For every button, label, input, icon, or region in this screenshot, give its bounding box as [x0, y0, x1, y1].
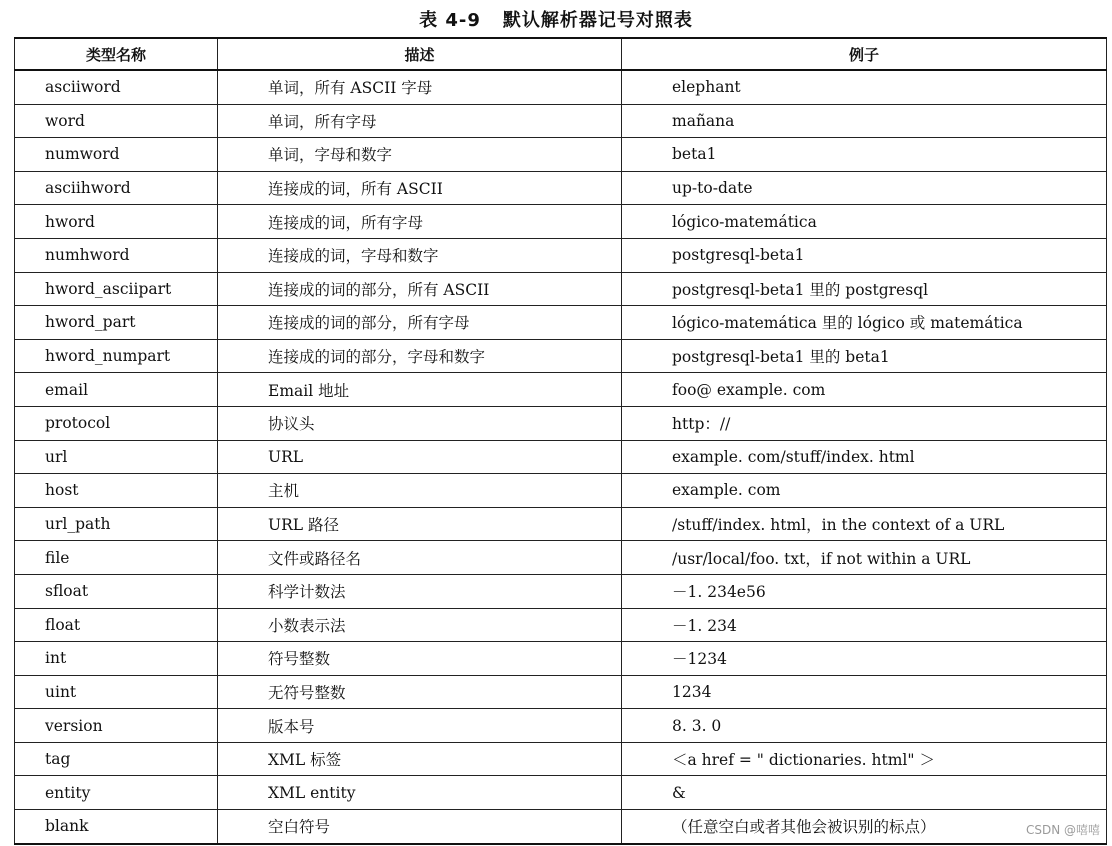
- table-row: [15, 742, 1107, 776]
- description-cell: 文件或路径名: [218, 541, 622, 575]
- table-row: [15, 373, 1107, 407]
- example-cell: /usr/local/foo. txt，if not within a URL: [622, 541, 1107, 575]
- type-name-cell: hword: [15, 205, 218, 239]
- header-description: 描述: [218, 38, 622, 70]
- table-row: [15, 406, 1107, 440]
- header-row: [15, 38, 1107, 70]
- table-row: [15, 306, 1107, 340]
- example-cell: postgresql-beta1 里的 beta1: [622, 339, 1107, 373]
- description-cell: XML 标签: [218, 742, 622, 776]
- example-cell: &: [622, 776, 1107, 810]
- type-name-cell: asciiword: [15, 70, 218, 104]
- example-cell: example. com/stuff/index. html: [622, 440, 1107, 474]
- type-name-cell: hword_asciipart: [15, 272, 218, 306]
- header-type-name: 类型名称: [15, 38, 218, 70]
- example-cell: foo@ example. com: [622, 373, 1107, 407]
- table-row: [15, 709, 1107, 743]
- type-name-cell: hword_numpart: [15, 339, 218, 373]
- example-cell: up-to-date: [622, 171, 1107, 205]
- type-name-cell: word: [15, 104, 218, 138]
- description-cell: 主机: [218, 474, 622, 508]
- example-cell: lógico-matemática: [622, 205, 1107, 239]
- table-row: [15, 574, 1107, 608]
- description-cell: 单词，字母和数字: [218, 138, 622, 172]
- example-cell: example. com: [622, 474, 1107, 508]
- example-cell: postgresql-beta1 里的 postgresql: [622, 272, 1107, 306]
- table-row: [15, 339, 1107, 373]
- description-cell: Email 地址: [218, 373, 622, 407]
- type-name-cell: int: [15, 642, 218, 676]
- example-cell: 8. 3. 0: [622, 709, 1107, 743]
- description-cell: 版本号: [218, 709, 622, 743]
- example-cell: beta1: [622, 138, 1107, 172]
- description-cell: 小数表示法: [218, 608, 622, 642]
- token-types-table: [14, 37, 1107, 845]
- table-row: [15, 474, 1107, 508]
- table-row: [15, 138, 1107, 172]
- description-cell: XML entity: [218, 776, 622, 810]
- description-cell: 连接成的词的部分，所有 ASCII: [218, 272, 622, 306]
- example-cell: －1234: [622, 642, 1107, 676]
- table-row: [15, 541, 1107, 575]
- example-cell: elephant: [622, 70, 1107, 104]
- table-row: [15, 440, 1107, 474]
- table-row: [15, 171, 1107, 205]
- table-title: 默认解析器记号对照表: [502, 10, 693, 31]
- type-name-cell: sfloat: [15, 574, 218, 608]
- description-cell: URL 路径: [218, 507, 622, 541]
- description-cell: URL: [218, 440, 622, 474]
- description-cell: 连接成的词的部分，所有字母: [218, 306, 622, 340]
- type-name-cell: numhword: [15, 238, 218, 272]
- example-cell: －1. 234: [622, 608, 1107, 642]
- header-example: 例子: [622, 38, 1107, 70]
- description-cell: 单词，所有字母: [218, 104, 622, 138]
- description-cell: 符号整数: [218, 642, 622, 676]
- type-name-cell: email: [15, 373, 218, 407]
- type-name-cell: asciihword: [15, 171, 218, 205]
- type-name-cell: hword_part: [15, 306, 218, 340]
- table-row: [15, 776, 1107, 810]
- description-cell: 连接成的词，字母和数字: [218, 238, 622, 272]
- example-cell: lógico-matemática 里的 lógico 或 matemática: [622, 306, 1107, 340]
- example-cell: （任意空白或者其他会被识别的标点）: [622, 810, 1107, 844]
- type-name-cell: entity: [15, 776, 218, 810]
- description-cell: 空白符号: [218, 810, 622, 844]
- example-cell: －1. 234e56: [622, 574, 1107, 608]
- type-name-cell: numword: [15, 138, 218, 172]
- type-name-cell: protocol: [15, 406, 218, 440]
- type-name-cell: float: [15, 608, 218, 642]
- type-name-cell: version: [15, 709, 218, 743]
- table-row: [15, 104, 1107, 138]
- table-row: [15, 675, 1107, 709]
- description-cell: 协议头: [218, 406, 622, 440]
- table-row: [15, 608, 1107, 642]
- table-row: [15, 642, 1107, 676]
- watermark: CSDN @嘻嘻: [1025, 823, 1100, 837]
- description-cell: 无符号整数: [218, 675, 622, 709]
- example-cell: http：//: [622, 406, 1107, 440]
- table-row: [15, 205, 1107, 239]
- table-row: [15, 507, 1107, 541]
- table-row: [15, 238, 1107, 272]
- description-cell: 连接成的词的部分，字母和数字: [218, 339, 622, 373]
- table-row: [15, 810, 1107, 844]
- table-number: 表 4-9: [419, 10, 481, 31]
- example-cell: /stuff/index. html，in the context of a URL: [622, 507, 1107, 541]
- description-cell: 科学计数法: [218, 574, 622, 608]
- type-name-cell: url: [15, 440, 218, 474]
- table-row: [15, 272, 1107, 306]
- type-name-cell: url_path: [15, 507, 218, 541]
- table-row: [15, 70, 1107, 104]
- example-cell: 1234: [622, 675, 1107, 709]
- description-cell: 连接成的词，所有字母: [218, 205, 622, 239]
- example-cell: postgresql-beta1: [622, 238, 1107, 272]
- example-cell: mañana: [622, 104, 1107, 138]
- type-name-cell: file: [15, 541, 218, 575]
- table-caption: [0, 6, 1112, 32]
- description-cell: 连接成的词，所有 ASCII: [218, 171, 622, 205]
- type-name-cell: blank: [15, 810, 218, 844]
- type-name-cell: host: [15, 474, 218, 508]
- description-cell: 单词，所有 ASCII 字母: [218, 70, 622, 104]
- type-name-cell: tag: [15, 742, 218, 776]
- type-name-cell: uint: [15, 675, 218, 709]
- example-cell: ＜a href = " dictionaries. html" ＞: [622, 742, 1107, 776]
